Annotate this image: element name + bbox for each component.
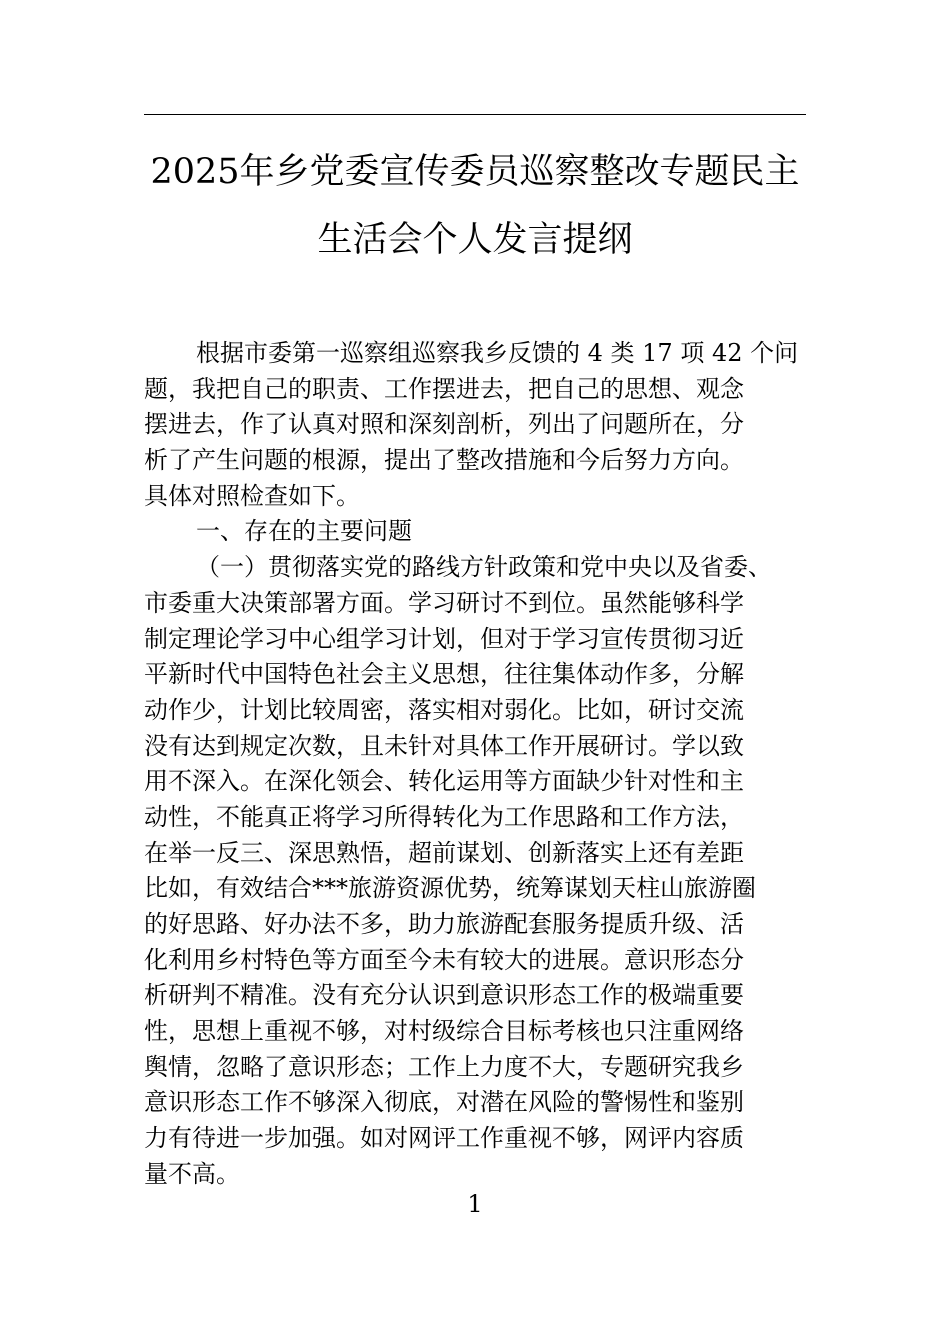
body-line: 题，我把自己的职责、工作摆进去，把自己的思想、观念 (144, 374, 744, 403)
body-line: 舆情，忽略了意识形态；工作上力度不大，专题研究我乡 (144, 1052, 744, 1081)
body-line: 析研判不精准。没有充分认识到意识形态工作的极端重要 (144, 981, 744, 1010)
body-line: 化利用乡村特色等方面至今未有较大的进展。意识形态分 (144, 945, 744, 974)
body-line: 摆进去，作了认真对照和深刻剖析，列出了问题所在，分 (144, 410, 744, 439)
body-line: 量不高。 (144, 1159, 240, 1188)
body-line: 意识形态工作不够深入彻底，对潜在风险的警惕性和鉴别 (144, 1088, 744, 1117)
section-heading: 一、存在的主要问题 (196, 517, 412, 546)
body-line: 在举一反三、深思熟悟，超前谋划、创新落实上还有差距 (144, 838, 744, 867)
body-line: 制定理论学习中心组学习计划，但对于学习宣传贯彻习近 (144, 624, 744, 653)
document-title-line-1: 2025年乡党委宣传委员巡察整改专题民主 (150, 152, 800, 192)
body-line: 析了产生问题的根源，提出了整改措施和今后努力方向。 (144, 446, 744, 475)
body-line: 比如，有效结合***旅游资源优势，统筹谋划天柱山旅游圈 (144, 874, 756, 903)
body-line: 根据市委第一巡察组巡察我乡反馈的 4 类 17 项 42 个问 (196, 339, 799, 367)
body-line: （一）贯彻落实党的路线方针政策和党中央以及省委、 (196, 553, 772, 582)
body-line: 力有待进一步加强。如对网评工作重视不够，网评内容质 (144, 1124, 744, 1153)
body-line: 没有达到规定次数，且未针对具体工作开展研讨。学以致 (144, 731, 744, 760)
document-body (144, 336, 806, 1193)
document-title-line-2: 生活会个人发言提纲 (317, 220, 633, 260)
header-rule (144, 114, 806, 115)
body-line: 的好思路、好办法不多，助力旅游配套服务提质升级、活 (144, 910, 744, 938)
body-line: 用不深入。在深化领会、转化运用等方面缺少针对性和主 (144, 767, 744, 796)
body-line: 动作少，计划比较周密，落实相对弱化。比如，研讨交流 (144, 695, 744, 724)
body-line: 平新时代中国特色社会主义思想，往往集体动作多，分解 (144, 660, 744, 689)
body-line: 具体对照检查如下。 (144, 481, 360, 510)
body-line: 性，思想上重视不够，对村级综合目标考核也只注重网络 (144, 1017, 744, 1046)
page-number: 1 (467, 1190, 483, 1218)
body-line: 市委重大决策部署方面。学习研讨不到位。虽然能够科学 (144, 588, 744, 617)
body-line: 动性，不能真正将学习所得转化为工作思路和工作方法， (144, 802, 744, 831)
